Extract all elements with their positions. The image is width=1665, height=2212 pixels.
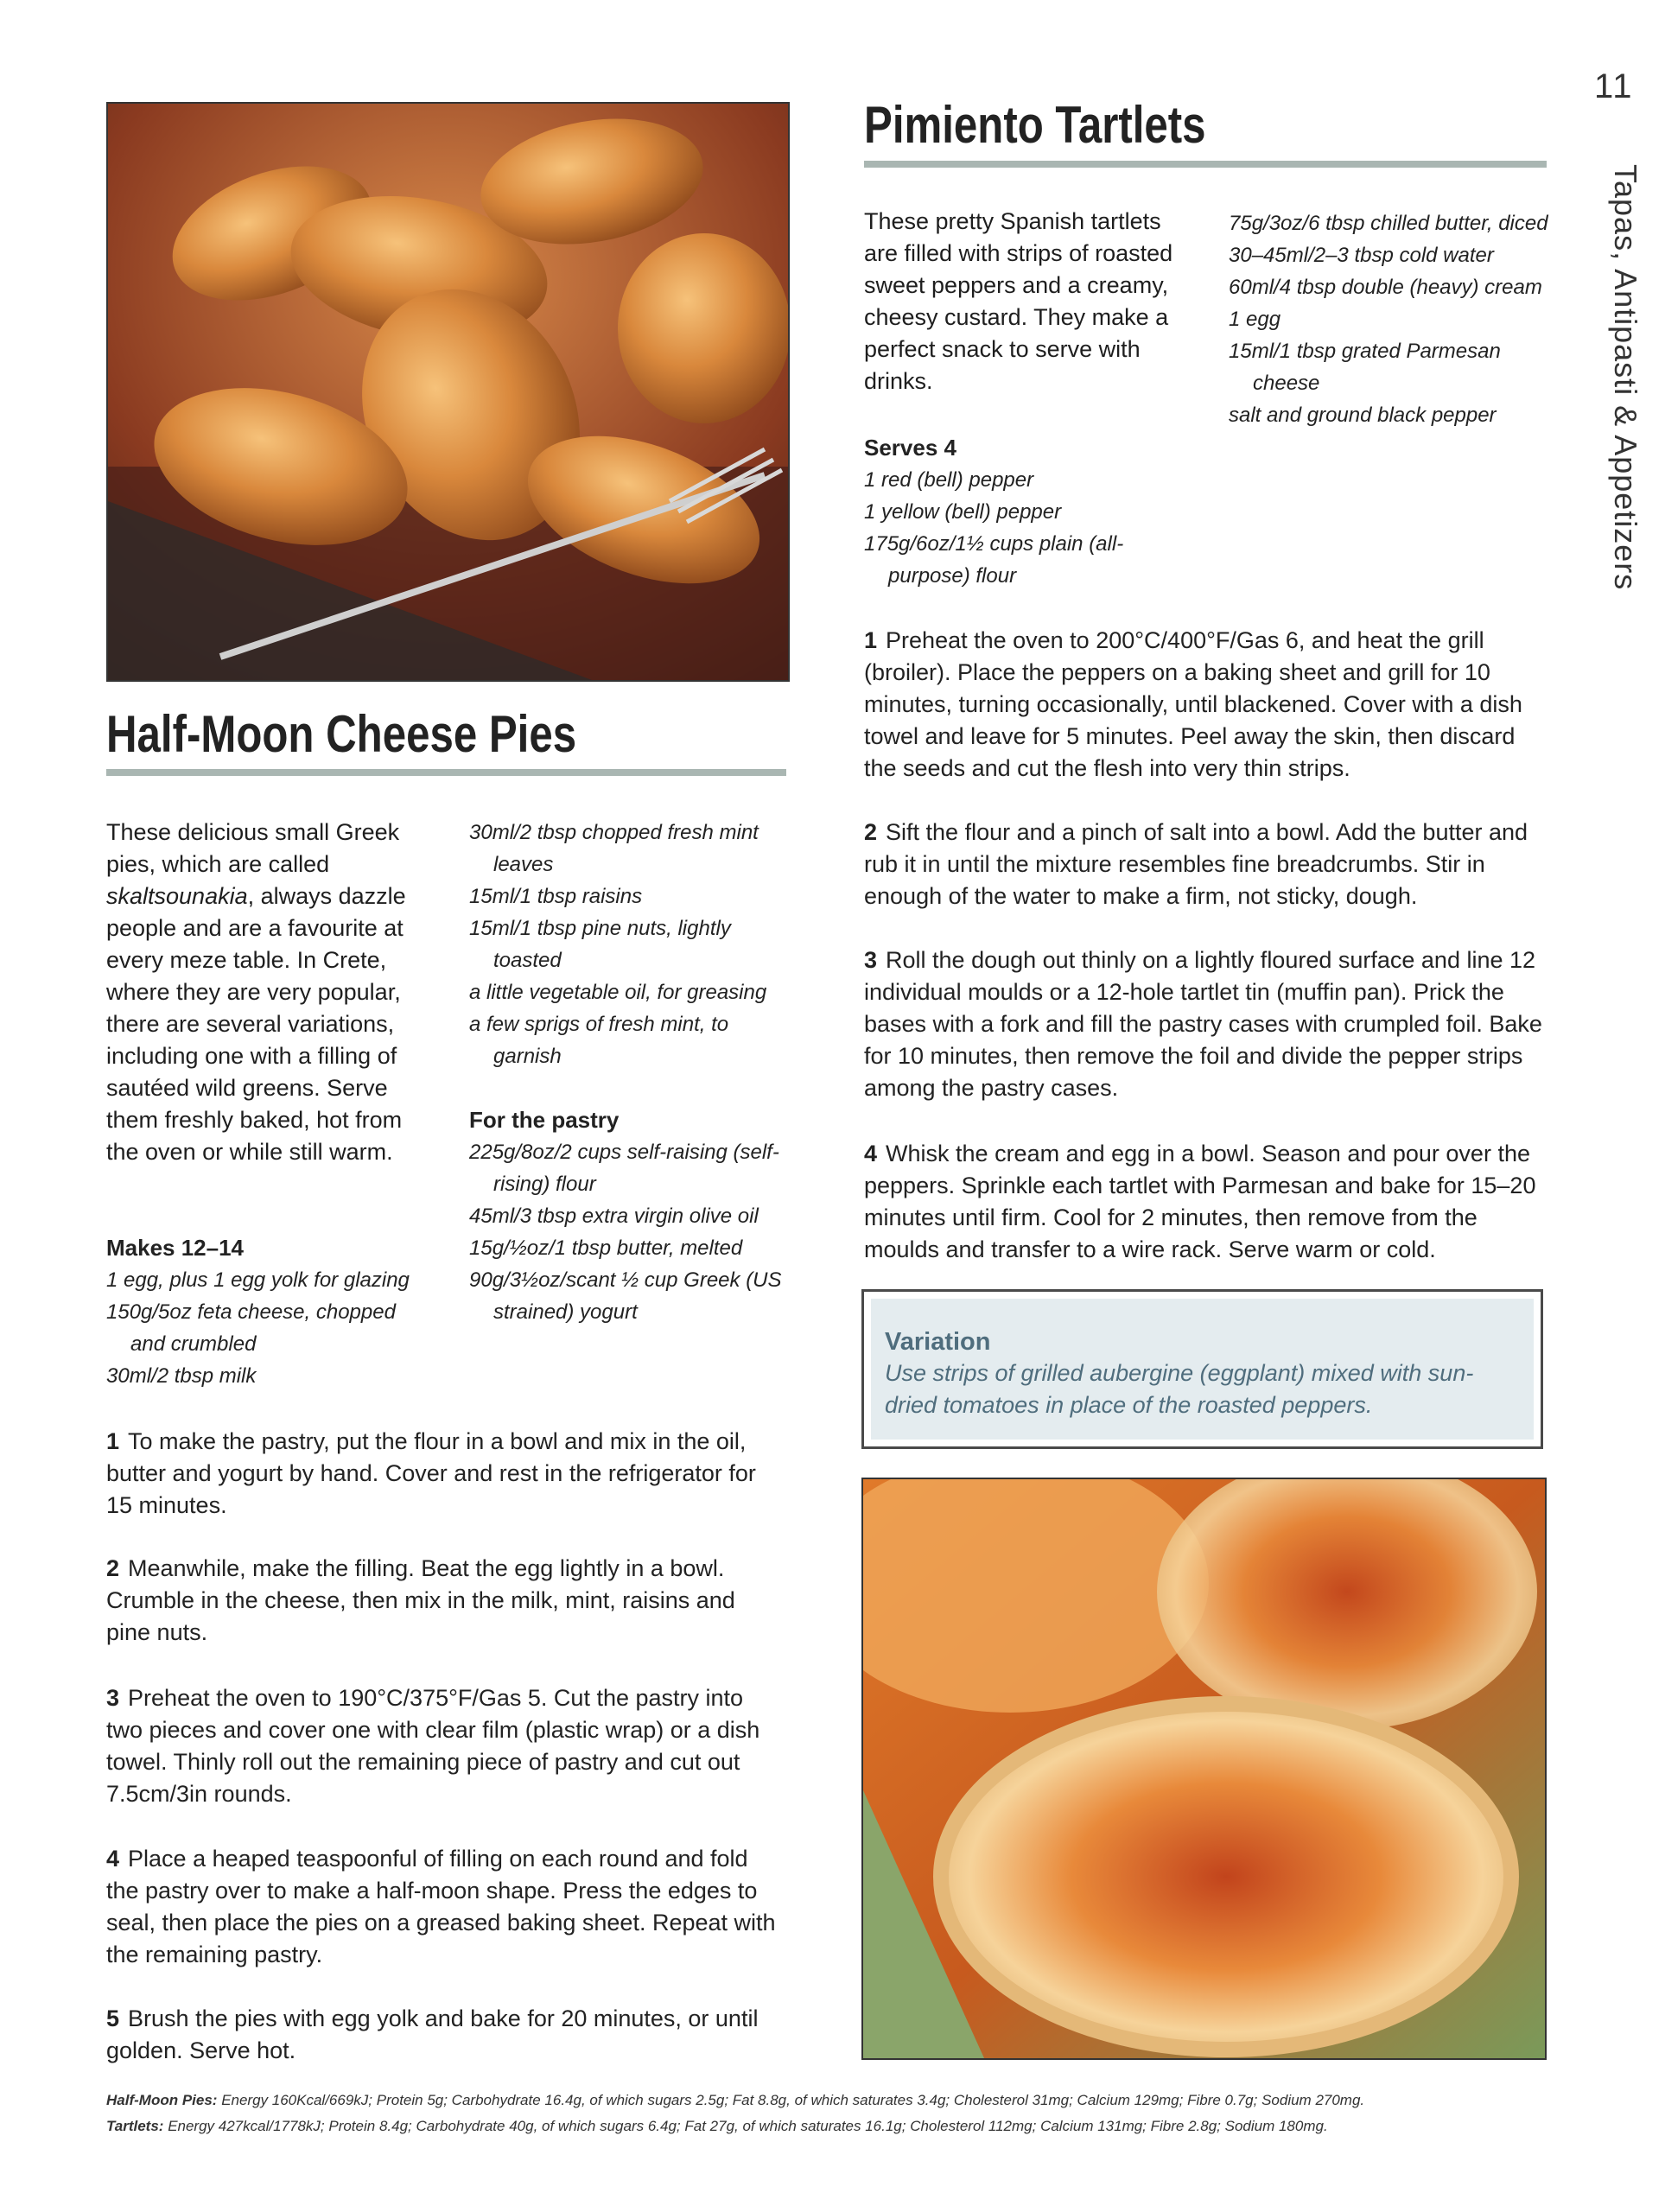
step-number: 2 [106, 1555, 120, 1581]
ingredient-item: 1 yellow (bell) pepper [864, 500, 1062, 524]
section-title: Tapas, Antipasti & Appetizers [1608, 164, 1643, 591]
step-text: Roll the dough out thinly on a lightly floured surface and line 12 individual moulds or a 12-hole tartlet tin (muffin pan). Prick the bases with a fork and fill the pastry cases with crumpled foil. Bake for 10 minutes, then remove the foil and divide the pepper strips among the pastry cases. [864, 947, 1542, 1101]
half-moon-step [106, 1682, 785, 1810]
ingredient-item: 60ml/4 tbsp double (heavy) cream [1229, 276, 1542, 299]
nutrition-pies-label: Half-Moon Pies: [106, 2092, 218, 2108]
pimiento-step [864, 625, 1547, 785]
nutrition-tartlets-text: Energy 427kcal/1778kJ; Protein 8.4g; Carbohydrate 40g, of which sugars 6.4g; Fat 27g, of which saturates 16.1g; Cholesterol 112mg; Calcium 131mg; Fibre 2.8g; Sodium 180mg. [168, 2118, 1328, 2134]
half-moon-intro-greek-name: skaltsounakia [106, 883, 248, 909]
step-text: Preheat the oven to 200°C/400°F/Gas 6, and heat the grill (broiler). Place the peppers on a baking sheet and grill for 10 minutes, turning occasionally, until blackened. Cover with a dish towel and leave for 5 minutes. Peel away the skin, then discard the seeds and cut the flesh into very thin strips. [864, 627, 1522, 781]
serves-label: Serves 4 [864, 435, 956, 461]
pimiento-ingredients-left [864, 432, 1192, 592]
step-number: 1 [864, 627, 878, 653]
step-text: Place a heaped teaspoonful of filling on each round and fold the pastry over to make a half-moon shape. Press the edges to seal, then place the pies on a greased baking sheet. Repeat with the remaining pastry. [106, 1846, 776, 1967]
pimiento-tartlets-photo [861, 1478, 1547, 2060]
half-moon-ingredients-left [106, 1232, 426, 1392]
ingredient-item: 1 egg [1229, 308, 1281, 331]
step-text: To make the pastry, put the flour in a bowl and mix in the oil, butter and yogurt by hand. Cover and rest in the refrigerator for 15 minutes. [106, 1428, 756, 1518]
ingredient-item: 75g/3oz/6 tbsp chilled butter, diced [1229, 212, 1548, 235]
half-moon-title: Half-Moon Cheese Pies [106, 705, 577, 763]
step-number: 4 [106, 1846, 120, 1872]
step-number: 4 [864, 1141, 878, 1166]
half-moon-step [106, 1426, 785, 1522]
half-moon-title-rule [106, 769, 786, 776]
ingredient-item: 15ml/1 tbsp grated Parmesan cheese [1229, 340, 1501, 395]
ingredient-item: 15ml/1 tbsp pine nuts, lightly toasted [469, 917, 731, 972]
half-moon-intro-text-cont: , always dazzle people and are a favourite at every meze table. In Crete, where they are very popular, there are several variations, including one with a filling of sautéed wild greens. Serve them freshly baked, hot from the oven or while still warm. [106, 883, 406, 1165]
step-text: Brush the pies with egg yolk and bake for 20 minutes, or until golden. Serve hot. [106, 2005, 759, 2063]
nutrition-pies [106, 2088, 1364, 2113]
half-moon-step [106, 1553, 785, 1649]
step-text: Whisk the cream and egg in a bowl. Season and pour over the peppers. Sprinkle each tartlet with Parmesan and bake for 15–20 minutes until firm. Cool for 2 minutes, then remove from the moulds and transfer to a wire rack. Serve warm or cold. [864, 1141, 1536, 1262]
ingredient-item: a few sprigs of fresh mint, to garnish [469, 1013, 729, 1068]
variation-box [861, 1289, 1543, 1449]
pimiento-step [864, 944, 1547, 1104]
nutrition-pies-text: Energy 160Kcal/669kJ; Protein 5g; Carbohydrate 16.4g, of which sugars 2.5g; Fat 8.8g, of which saturates 3.4g; Cholesterol 31mg; Calcium 129mg; Fibre 0.7g; Sodium 270mg. [221, 2092, 1365, 2108]
ingredient-item: 225g/8oz/2 cups self-raising (self-rising) flour [469, 1141, 779, 1196]
ingredient-item: 15ml/1 tbsp raisins [469, 885, 643, 908]
variation-label: Variation [885, 1328, 991, 1356]
ingredient-item: 45ml/3 tbsp extra virgin olive oil [469, 1205, 759, 1228]
step-number: 3 [864, 947, 878, 973]
nutrition-tartlets [106, 2113, 1328, 2139]
ingredient-item: 30ml/2 tbsp milk [106, 1364, 257, 1388]
ingredient-item: 90g/3½oz/scant ½ cup Greek (US strained) yogurt [469, 1268, 782, 1324]
pimiento-intro: These pretty Spanish tartlets are filled with strips of roasted sweet peppers and a creamy, cheesy custard. They make a perfect snack to serve with drinks. [864, 208, 1173, 394]
half-moon-step [106, 2003, 785, 2067]
ingredient-item: salt and ground black pepper [1229, 404, 1497, 427]
page-number: 11 [1594, 67, 1634, 105]
ingredient-item: 175g/6oz/1½ cups plain (all-purpose) flour [864, 532, 1124, 588]
makes-label: Makes 12–14 [106, 1235, 245, 1261]
half-moon-ingredients-right [469, 817, 789, 1328]
step-text: Sift the flour and a pinch of salt into a bowl. Add the butter and rub it in until the mixture resembles fine breadcrumbs. Stir in enough of the water to make a firm, not sticky, dough. [864, 819, 1528, 909]
ingredient-item: 15g/½oz/1 tbsp butter, melted [469, 1236, 743, 1260]
variation-text: Use strips of grilled aubergine (eggplant) mixed with sun-dried tomatoes in place of the roasted peppers. [885, 1360, 1474, 1418]
half-moon-intro [106, 817, 426, 1168]
pimiento-step [864, 817, 1547, 912]
pimiento-title: Pimiento Tartlets [864, 96, 1206, 154]
pastry-label: For the pastry [469, 1107, 620, 1133]
half-moon-step [106, 1843, 785, 1971]
step-number: 5 [106, 2005, 120, 2031]
step-number: 3 [106, 1685, 120, 1711]
step-number: 2 [864, 819, 878, 845]
ingredient-item: 30–45ml/2–3 tbsp cold water [1229, 244, 1494, 267]
half-moon-pies-photo [106, 102, 790, 682]
step-number: 1 [106, 1428, 120, 1454]
ingredient-item: 150g/5oz feta cheese, chopped and crumbled [106, 1300, 396, 1356]
pimiento-title-rule [864, 161, 1547, 168]
pimiento-ingredients-right [1229, 207, 1548, 431]
step-text: Meanwhile, make the filling. Beat the egg lightly in a bowl. Crumble in the cheese, then mix in the milk, mint, raisins and pine nuts. [106, 1555, 735, 1645]
ingredient-item: a little vegetable oil, for greasing [469, 981, 767, 1004]
ingredient-item: 1 red (bell) pepper [864, 468, 1034, 492]
step-text: Preheat the oven to 190°C/375°F/Gas 5. Cut the pastry into two pieces and cover one with clear film (plastic wrap) or a dish towel. Thinly roll out the remaining piece of pastry and cut out 7.5cm/3in rounds. [106, 1685, 760, 1807]
half-moon-intro-text: These delicious small Greek pies, which are called [106, 819, 400, 877]
ingredient-item: 30ml/2 tbsp chopped fresh mint leaves [469, 821, 759, 876]
pimiento-step [864, 1138, 1547, 1266]
ingredient-item: 1 egg, plus 1 egg yolk for glazing [106, 1268, 410, 1292]
nutrition-tartlets-label: Tartlets: [106, 2118, 164, 2134]
